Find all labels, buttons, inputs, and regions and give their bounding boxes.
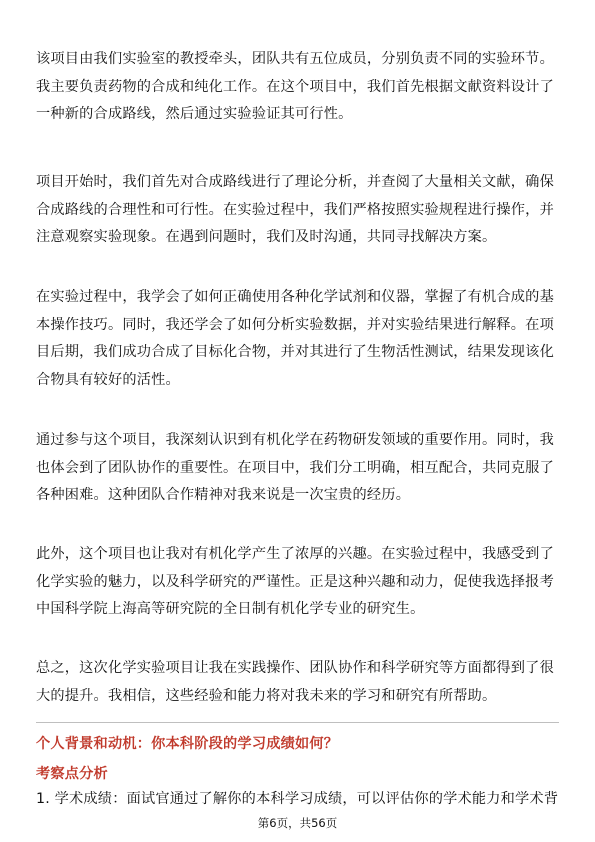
body-paragraph: 该项目由我们实验室的教授牵头，团队共有五位成员，分别负责不同的实验环节。我主要负责药物的合成和纯化工作。在这个项目中，我们首先根据文献资料设计了一种新的合成路线，然后通过实验验证其可行性。: [36, 51, 554, 122]
section-divider: [36, 722, 559, 723]
body-paragraph: 总之，这次化学实验项目让我在实践操作、团队协作和科学研究等方面都得到了很大的提升。我相信，这些经验和能力将对我未来的学习和研究有所帮助。: [36, 660, 554, 704]
body-paragraph: 项目开始时，我们首先对合成路线进行了理论分析，并查阅了大量相关文献，确保合成路线的合理性和可行性。在实验过程中，我们严格按照实验规程进行操作，并注意观察实验现象。在遇到问题时，我们及时沟通，共同寻找解决方案。: [36, 174, 554, 245]
body-paragraph: 此外，这个项目也让我对有机化学产生了浓厚的兴趣。在实验过程中，我感受到了化学实验的魅力，以及科学研究的严谨性。正是这种兴趣和动力，促使我选择报考中国科学院上海高等研究院的全日制有机化学专业的研究生。: [36, 546, 554, 617]
list-item: 1. 学术成绩：面试官通过了解你的本科学习成绩，可以评估你的学术能力和学术背: [36, 791, 559, 807]
page-number: 第6页，共56页: [257, 816, 338, 830]
subsection-heading: 考察点分析: [36, 766, 108, 782]
section-heading: 个人背景和动机：你本科阶段的学习成绩如何？: [36, 736, 339, 752]
body-paragraph: 在实验过程中，我学会了如何正确使用各种化学试剂和仪器，掌握了有机合成的基本操作技巧。同时，我还学会了如何分析实验数据，并对实验结果进行解释。在项目后期，我们成功合成了目标化合物，并对其进行了生物活性测试，结果发现该化合物具有较好的活性。: [36, 289, 554, 388]
body-paragraph: 通过参与这个项目，我深刻认识到有机化学在药物研发领域的重要作用。同时，我也体会到了团队协作的重要性。在项目中，我们分工明确，相互配合，共同克服了各种困难。这种团队合作精神对我来说是一次宝贵的经历。: [36, 432, 554, 503]
